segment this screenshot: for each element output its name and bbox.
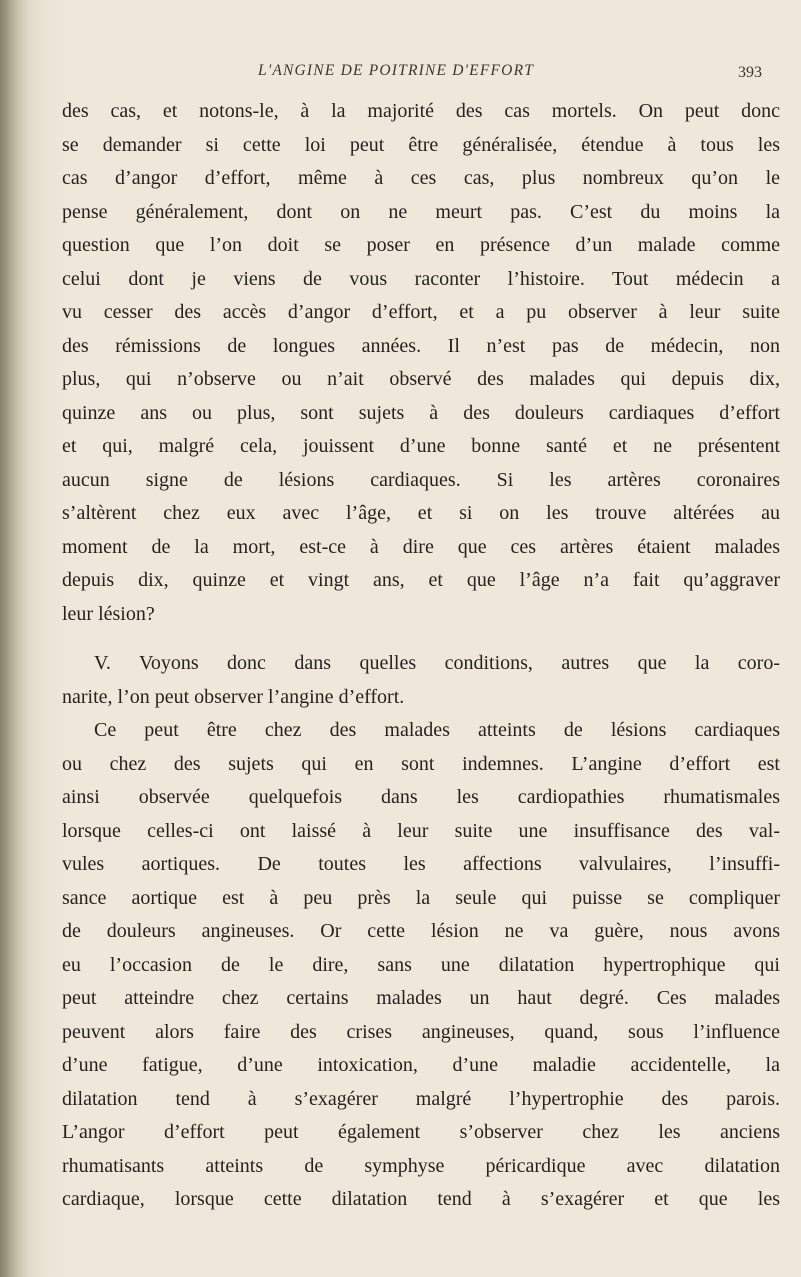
text-line: vu cesser des accès d’angor d’effort, et a pu observer à leur suite (62, 301, 780, 323)
binding-shadow (0, 0, 30, 1277)
text-line: peuvent alors faire des crises angineuses, quand, sous l’influence (62, 1020, 780, 1043)
text-line: aucun signe de lésions cardiaques. Si les artères coronaires (62, 468, 780, 491)
text-line: ou chez des sujets qui en sont indemnes. L’angine d’effort est (62, 752, 780, 775)
body-text (62, 95, 780, 1217)
text-line: lorsque celles-ci ont laissé à leur suite une insuffisance des val- (62, 819, 780, 842)
text-line: peut atteindre chez certains malades un haut degré. Ces malades (62, 987, 780, 1009)
text-line: Ce peut être chez des malades atteints de lésions cardiaques (94, 719, 780, 741)
text-line: des cas, et notons-le, à la majorité des cas mortels. On peut donc (62, 100, 780, 122)
text-line: eu l’occasion de le dire, sans une dilatation hypertrophique qui (62, 953, 780, 976)
text-line: moment de la mort, est-ce à dire que ces artères étaient malades (62, 535, 780, 558)
text-line: L’angor d’effort peut également s’observer chez les anciens (62, 1121, 780, 1143)
text-line: depuis dix, quinze et vingt ans, et que l’âge n’a fait qu’aggraver (62, 569, 780, 591)
text-line: ainsi observée quelquefois dans les cardiopathies rhumatismales (62, 786, 780, 808)
text-line: pense généralement, dont on ne meurt pas. C’est du moins la (62, 200, 780, 223)
text-line: V. Voyons donc dans quelles conditions, autres que la coro- (94, 652, 780, 674)
text-line: narite, l’on peut observer l’angine d’effort. (62, 685, 405, 708)
text-line: rhumatisants atteints de symphyse péricardique avec dilatation (62, 1154, 780, 1177)
text-line: leur lésion? (62, 602, 155, 625)
text-line: s’altèrent chez eux avec l’âge, et si on les trouve altérées au (62, 502, 780, 524)
text-line: d’une fatigue, d’une intoxication, d’une maladie accidentelle, la (62, 1054, 780, 1076)
running-head: L'ANGINE DE POITRINE D'EFFORT (258, 62, 535, 79)
paragraph-gap (62, 631, 780, 647)
text-line: dilatation tend à s’exagérer malgré l’hypertrophie des parois. (62, 1087, 780, 1110)
text-line: quinze ans ou plus, sont sujets à des douleurs cardiaques d’effort (62, 401, 780, 424)
text-line: plus, qui n’observe ou n’ait observé des malades qui depuis dix, (62, 368, 780, 390)
text-line: sance aortique est à peu près la seule qui puisse se compliquer (62, 886, 780, 909)
text-line: celui dont je viens de vous raconter l’histoire. Tout médecin a (62, 267, 780, 290)
text-line: de douleurs angineuses. Or cette lésion ne va guère, nous avons (62, 920, 780, 942)
text-line: se demander si cette loi peut être généralisée, étendue à tous les (62, 133, 780, 156)
text-line: et qui, malgré cela, jouissent d’une bonne santé et ne présentent (62, 435, 780, 457)
text-line: cas d’angor d’effort, même à ces cas, plus nombreux qu’on le (62, 167, 780, 189)
text-line: des rémissions de longues années. Il n’est pas de médecin, non (62, 334, 780, 357)
text-line: question que l’on doit se poser en présence d’un malade comme (62, 234, 780, 256)
page-number: 393 (738, 64, 762, 81)
text-line: vules aortiques. De toutes les affections valvulaires, l’insuffi- (62, 853, 780, 875)
text-line: cardiaque, lorsque cette dilatation tend à s’exagérer et que les (62, 1188, 780, 1210)
